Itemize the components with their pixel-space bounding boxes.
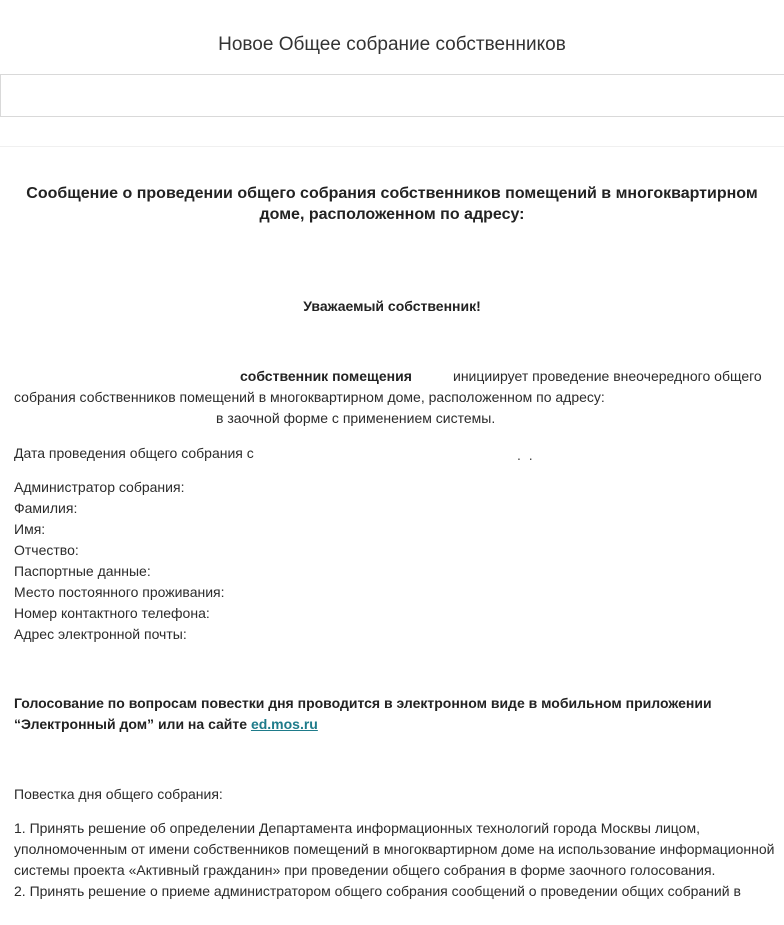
initiator-label: собственник помещения: [240, 368, 412, 384]
agenda-list: [14, 818, 776, 902]
meeting-date-value: . .: [517, 447, 535, 463]
admin-title: Администратор собрания:: [14, 479, 185, 495]
admin-patronymic-label: Отчество:: [14, 542, 79, 558]
initiator-text-1: инициирует проведение внеочередного общего: [453, 368, 762, 384]
admin-residence-label: Место постоянного проживания:: [14, 584, 225, 600]
agenda-item: 2. Принять решение о приеме администратором общего собрания сообщений о проведении общих собраний в: [14, 883, 741, 899]
voting-text-2: “Электронный дом” или на сайте: [14, 716, 248, 732]
admin-name-label: Имя:: [14, 521, 46, 537]
meeting-date-label: Дата проведения общего собрания с: [14, 445, 254, 461]
agenda-title: Повестка дня общего собрания:: [14, 786, 223, 802]
voting-info: [14, 693, 774, 735]
page-title: Новое Общее собрание собственников: [218, 34, 566, 55]
admin-surname-label: Фамилия:: [14, 500, 78, 516]
document-heading: Сообщение о проведении общего собрания собственников помещений в многоквартирном доме, расположенном по адресу:: [26, 185, 758, 223]
voting-text-1: Голосование по вопросам повестки дня проводится в электронном виде в мобильном приложении: [14, 695, 712, 711]
initiator-text-3: в заочной форме с применением системы.: [216, 410, 496, 426]
ed-mos-link[interactable]: ed.mos.ru: [250, 716, 318, 732]
greeting: Уважаемый собственник!: [303, 298, 481, 314]
initiator-text-2: собрания собственников помещений в многоквартирном доме, расположенном по адресу:: [14, 389, 605, 405]
admin-email-label: Адрес электронной почты:: [14, 626, 187, 642]
divider: [0, 146, 784, 147]
header-bar: [0, 74, 784, 117]
admin-phone-label: Номер контактного телефона:: [14, 605, 210, 621]
admin-passport-label: Паспортные данные:: [14, 563, 151, 579]
agenda-item: 1. Принять решение об определении Департамента информационных технологий города Москвы лицом, уполномоченным от имени собственников помещений в многоквартирном доме на использование информационной системы проекта «Активный гражданин» при проведении общего собрания в форме заочного голосования.: [14, 820, 775, 878]
